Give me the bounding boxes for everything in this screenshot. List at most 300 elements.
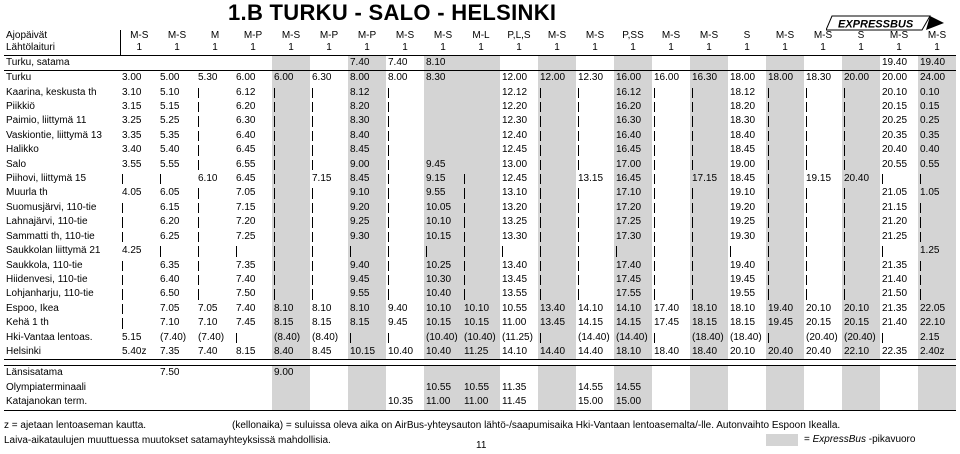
time-cell [272,201,310,215]
stop-name: Espoo, Ikea [6,302,59,314]
time-cell: 15.00 [576,395,614,410]
time-cell: 8.00 [348,71,386,86]
table-row [4,302,956,316]
time-cell: 10.35 [386,395,424,410]
table-row [4,316,956,330]
time-cell [462,215,500,229]
time-cell: (8.40) [272,331,310,345]
time-cell: 8.10 [424,55,462,70]
table-row [4,201,956,215]
time-cell: 21.40 [882,317,908,329]
time-cell [462,114,500,128]
time-cell: 7.40 [196,345,234,360]
table-row [4,273,956,287]
time-cell: 7.50 [158,366,196,381]
time-cell [652,129,690,143]
time-cell: 5.00 [158,71,196,86]
time-cell: 14.10 [500,345,538,360]
time-cell [386,215,424,229]
time-cell [234,244,272,258]
time-cell: 21.20 [882,216,908,228]
time-cell: 20.40 [882,144,908,156]
time-cell [576,366,614,381]
time-cell [690,230,728,244]
time-cell: 8.40 [272,345,310,360]
time-cell [576,230,614,244]
time-cell: 16.45 [614,143,652,157]
time-cell: 7.20 [236,216,256,228]
time-cell: 12.00 [538,71,576,86]
page-number: 11 [476,440,487,451]
time-cell: 14.55 [614,381,652,395]
time-cell: 16.45 [614,172,652,186]
time-cell: 10.40 [386,345,424,360]
time-cell: 13.00 [502,158,528,170]
time-cell [766,114,804,128]
time-cell [310,158,348,172]
legend-suffix: -pikavuoro [865,434,916,445]
time-cell: 13.30 [502,230,528,242]
time-cell [804,186,842,200]
table-row [4,86,956,100]
time-cell: 6.30 [236,115,256,127]
time-cell [196,395,234,410]
time-cell: 1 [934,42,940,54]
time-cell [424,86,462,100]
time-cell [310,244,348,258]
time-cell [424,114,462,128]
time-cell: 1 [820,42,826,54]
table-row [4,331,956,345]
time-cell [804,259,842,273]
time-cell: 17.00 [614,158,652,172]
time-cell: 19.20 [730,201,756,213]
stop-name: Piikkiö [6,101,35,113]
time-cell: 2.15 [918,331,956,345]
time-cell [804,86,842,100]
time-cell [614,55,652,70]
time-cell [538,100,576,114]
time-cell [196,201,234,215]
time-cell: 21.35 [882,259,908,271]
time-cell [386,114,424,128]
time-cell: 20.10 [842,302,880,316]
time-cell: 8.30 [348,114,386,128]
time-cell: 10.55 [462,381,500,395]
time-cell [538,366,576,381]
time-cell: 19.00 [730,158,756,170]
time-cell: 8.12 [348,86,386,100]
time-cell: 8.30 [424,71,462,86]
time-cell [766,186,804,200]
page-title: 1.B TURKU - SALO - HELSINKI [228,0,557,25]
time-cell [196,381,234,395]
timetable [4,30,956,411]
time-cell: M-S [813,30,833,41]
time-cell: 16.00 [652,71,690,86]
time-cell [386,158,424,172]
time-cell: 1 [174,42,180,54]
time-cell: 6.30 [310,71,348,86]
time-cell: 1 [516,42,522,54]
time-cell: 7.40 [236,302,256,314]
time-cell [804,143,842,157]
time-cell: 22.10 [842,345,880,360]
time-cell [766,201,804,215]
time-cell [310,287,348,301]
time-cell: 14.40 [538,345,576,360]
time-cell: 1 [744,42,750,54]
time-cell [120,172,158,186]
time-cell [158,381,196,395]
time-cell: 11.00 [424,395,462,410]
time-cell [272,381,310,395]
time-cell [690,143,728,157]
time-cell: 20.00 [842,71,880,86]
time-cell [272,100,310,114]
time-cell [690,114,728,128]
time-cell [310,366,348,381]
time-cell: 1 [250,42,256,54]
time-cell: 6.10 [198,173,218,185]
time-cell [120,287,158,301]
time-cell: 3.40 [122,144,142,156]
time-cell [804,158,842,172]
time-cell: 8.15 [272,316,310,330]
time-cell [728,395,766,410]
time-cell: 3.25 [122,115,142,127]
time-cell [462,71,500,86]
time-cell: 20.15 [882,101,908,113]
time-cell: 19.40 [880,55,918,70]
time-cell: 11.45 [500,395,538,410]
time-cell [728,366,766,381]
stop-name: Muurla th [6,187,48,199]
time-cell [842,230,880,244]
time-cell: (8.40) [312,331,339,343]
stop-name: Hki-Vantaa lentoas. [6,331,93,343]
time-cell: 1 [212,42,218,54]
time-cell [462,273,500,287]
time-cell: P,SS [622,30,644,41]
time-cell [234,331,272,345]
time-cell: M-S [661,30,681,41]
time-cell: 18.30 [730,115,756,127]
time-cell [766,215,804,229]
time-cell [842,114,880,128]
time-cell: 1 [554,42,560,54]
time-cell [158,55,196,70]
time-cell [880,331,918,345]
time-cell [652,244,690,258]
time-cell [120,302,158,316]
stop-name: Lahnajärvi, 110-tie [6,216,88,228]
time-cell: 1 [402,42,408,54]
time-cell [462,129,500,143]
time-cell [880,381,918,395]
stop-name: Halikko [6,144,39,156]
time-cell: 19.45 [730,273,756,285]
time-cell: 9.45 [388,317,408,329]
time-cell [804,114,842,128]
time-cell [386,287,424,301]
time-cell: 8.20 [348,100,386,114]
time-cell [576,158,614,172]
time-cell: 20.15 [842,316,880,330]
time-cell: 2.40z [918,345,956,360]
table-row [4,230,956,244]
stop-name: Ajopäivät [4,30,120,42]
stop-name: Kaarina, keskusta th [6,86,97,98]
time-cell: 1 [630,42,636,54]
time-cell [690,273,728,287]
time-cell: 1 [896,42,902,54]
time-cell [272,172,310,186]
time-cell [804,395,842,410]
time-cell: 17.40 [614,259,652,273]
time-cell: 1 [668,42,674,54]
time-cell [538,395,576,410]
time-cell [538,186,576,200]
time-cell: 1.25 [918,244,956,258]
time-cell [386,331,424,345]
time-cell [310,186,348,200]
time-cell [576,259,614,273]
time-cell: 3.35 [122,129,142,141]
time-cell [766,100,804,114]
table-row [4,158,956,172]
time-cell [918,287,956,301]
time-cell: 6.45 [236,173,256,185]
time-cell [386,100,424,114]
time-cell [652,273,690,287]
time-cell: M-S [775,30,795,41]
time-cell: 6.45 [236,144,256,156]
stop-name: Olympiaterminaali [6,381,87,393]
time-cell [310,201,348,215]
time-cell [234,381,272,395]
time-cell: 4.25 [122,245,142,257]
footnote-z: z = ajetaan lentoaseman kautta. [4,420,147,431]
time-cell [652,259,690,273]
time-cell: 9.30 [348,230,386,244]
time-cell [120,215,158,229]
time-cell [652,55,690,70]
time-cell [804,287,842,301]
time-cell [652,366,690,381]
time-cell [652,186,690,200]
stop-name: Saukkola, 110-tie [6,259,83,271]
time-cell: 20.35 [882,129,908,141]
time-cell: 20.10 [728,345,766,360]
time-cell: (7.40) [198,331,225,343]
time-cell: 10.55 [502,302,528,314]
time-cell: 7.50 [236,288,256,300]
time-cell [158,172,196,186]
time-cell [804,273,842,287]
time-cell [310,259,348,273]
time-cell [272,86,310,100]
time-cell: 9.45 [348,273,386,287]
time-cell: 6.20 [160,216,180,228]
stop-name: Suomusjärvi, 110-tie [6,201,97,213]
time-cell [196,366,234,381]
time-cell: 12.30 [576,71,614,86]
time-cell [842,381,880,395]
time-cell: M [210,30,220,41]
time-cell [538,381,576,395]
time-cell [196,100,234,114]
time-cell: 9.15 [424,172,462,186]
stop-name: Saukkolan liittymä 21 [6,245,101,257]
time-cell [424,100,462,114]
time-cell [652,158,690,172]
time-cell [272,143,310,157]
time-cell: 12.30 [502,115,528,127]
time-cell [120,201,158,215]
time-cell: 8.45 [310,345,348,360]
time-cell: 8.45 [348,143,386,157]
time-cell: 8.10 [272,302,310,316]
time-cell: 18.45 [730,144,756,156]
time-cell [462,287,500,301]
time-cell [272,215,310,229]
time-cell: 7.05 [160,302,180,314]
time-cell: 17.40 [654,302,680,314]
time-cell: 5.25 [160,115,180,127]
table-row [4,30,956,42]
time-cell [310,273,348,287]
time-cell: 13.40 [502,259,528,271]
time-cell: 13.10 [502,187,528,199]
table-row [4,129,956,143]
time-cell: 19.40 [918,55,956,70]
time-cell: 10.10 [424,302,462,316]
time-cell [310,129,348,143]
time-cell [614,244,652,258]
time-cell: M-S [395,30,415,41]
time-cell: 10.15 [424,316,462,330]
time-cell [462,230,500,244]
table-row [4,71,956,86]
time-cell: M-S [699,30,719,41]
time-cell: 20.10 [882,86,908,98]
time-cell [272,259,310,273]
time-cell [424,244,462,258]
time-cell [196,230,234,244]
time-cell: 18.10 [730,302,756,314]
time-cell [690,287,728,301]
time-cell [272,230,310,244]
time-cell [690,366,728,381]
legend-equals: = [804,434,813,445]
legend-expressbus [804,434,915,445]
time-cell: 7.40 [386,55,424,70]
time-cell [576,114,614,128]
time-cell [576,186,614,200]
time-cell [766,366,804,381]
time-cell [690,244,728,258]
time-cell [348,244,386,258]
time-cell [652,381,690,395]
time-cell: 12.45 [502,144,528,156]
time-cell: 5.15 [160,101,180,113]
time-cell [462,158,500,172]
time-cell: 8.10 [312,302,332,314]
time-cell: 13.45 [502,273,528,285]
time-cell: 5.10 [160,86,180,98]
time-cell [386,366,424,381]
time-cell [576,244,614,258]
time-cell [538,331,576,345]
time-cell: 17.20 [614,201,652,215]
time-cell: 9.20 [348,201,386,215]
time-cell: 10.25 [424,259,462,273]
time-cell [842,259,880,273]
time-cell: 18.00 [728,71,766,86]
time-cell [766,331,804,345]
time-cell: (20.40) [806,331,838,343]
time-cell [918,273,956,287]
time-cell [728,55,766,70]
time-cell: 18.10 [614,345,652,360]
time-cell: 10.15 [462,316,500,330]
time-cell [120,230,158,244]
time-cell [462,86,500,100]
time-cell [196,129,234,143]
time-cell: 13.40 [538,302,576,316]
time-cell: 5.40 [160,144,180,156]
time-cell: 17.10 [614,186,652,200]
time-cell: 0.35 [918,129,956,143]
time-cell [652,395,690,410]
time-cell [804,381,842,395]
time-cell: 18.40 [690,345,728,360]
time-cell: 8.45 [348,172,386,186]
time-cell: 21.15 [882,201,908,213]
time-cell [690,186,728,200]
time-cell: 4.05 [122,187,142,199]
time-cell [538,201,576,215]
time-cell: 13.55 [502,288,528,300]
time-cell [234,366,272,381]
time-cell: 6.40 [236,129,256,141]
time-cell: 3.00 [120,71,158,86]
time-cell: 18.15 [730,317,756,329]
time-cell: M-S [433,30,453,41]
time-cell [728,244,766,258]
time-cell [196,259,234,273]
time-cell: 16.12 [614,86,652,100]
time-cell: (10.40) [424,331,462,345]
time-cell [386,143,424,157]
time-cell [348,331,386,345]
time-cell: 9.00 [348,158,386,172]
time-cell [576,201,614,215]
time-cell [880,172,918,186]
time-cell: S [743,30,751,41]
time-cell: 11.35 [502,381,527,393]
time-cell [462,143,500,157]
time-cell [766,143,804,157]
time-cell: 12.45 [502,173,528,185]
time-cell [842,86,880,100]
time-cell [196,273,234,287]
table-row [4,186,956,200]
time-cell: 1 [478,42,484,54]
time-cell [766,158,804,172]
time-cell: 9.45 [424,158,462,172]
